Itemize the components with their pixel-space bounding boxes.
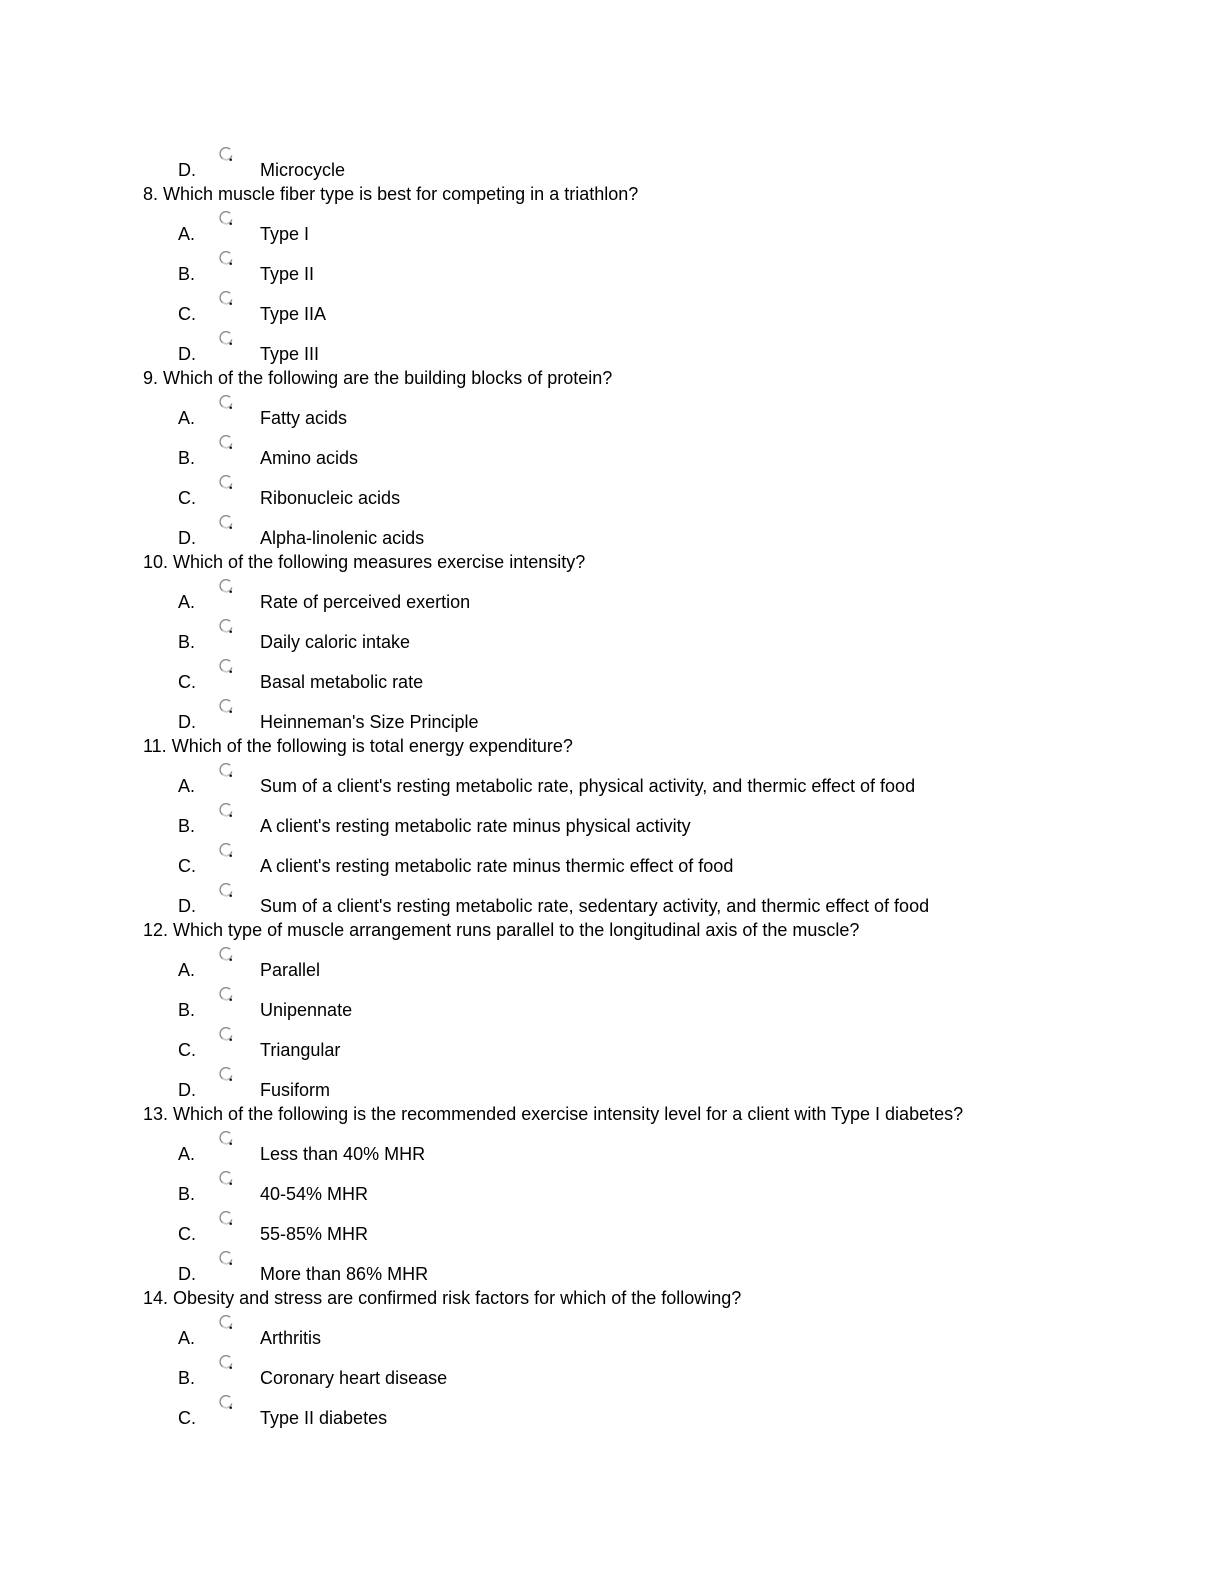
answer-option[interactable] xyxy=(0,1246,1224,1286)
option-letter: B. xyxy=(178,816,196,836)
radio-button-icon[interactable] xyxy=(218,658,234,674)
question-text xyxy=(0,366,1224,390)
option-letter: C. xyxy=(178,488,196,508)
option-letter: A. xyxy=(178,960,196,980)
quiz-document xyxy=(0,146,1224,1430)
radio-button-icon[interactable] xyxy=(218,474,234,490)
question-text xyxy=(0,734,1224,758)
option-text: Heinneman's Size Principle xyxy=(260,712,479,732)
answer-option[interactable] xyxy=(0,942,1224,982)
radio-button-icon[interactable] xyxy=(218,1066,234,1082)
answer-option[interactable] xyxy=(0,1126,1224,1166)
option-letter: D. xyxy=(178,896,196,916)
answer-option[interactable] xyxy=(0,1350,1224,1390)
option-text: Alpha-linolenic acids xyxy=(260,528,425,548)
question-text xyxy=(0,550,1224,574)
radio-button-icon[interactable] xyxy=(218,946,234,962)
option-text: Type I xyxy=(260,224,310,244)
option-text: Triangular xyxy=(260,1040,341,1060)
question-text xyxy=(0,918,1224,942)
radio-button-icon[interactable] xyxy=(218,882,234,898)
option-text: Type II diabetes xyxy=(260,1408,388,1428)
option-text: Microcycle xyxy=(260,160,346,180)
radio-button-icon[interactable] xyxy=(218,146,234,162)
option-letter: A. xyxy=(178,224,196,244)
radio-button-icon[interactable] xyxy=(218,250,234,266)
answer-option[interactable] xyxy=(0,146,1224,182)
answer-option[interactable] xyxy=(0,838,1224,878)
question-stem: Which of the following measures exercise intensity? xyxy=(173,552,586,572)
option-letter: B. xyxy=(178,1000,196,1020)
option-text: Type IIA xyxy=(260,304,327,324)
question-number: 8. xyxy=(143,184,159,204)
radio-button-icon[interactable] xyxy=(218,618,234,634)
question-stem: Obesity and stress are confirmed risk factors for which of the following? xyxy=(173,1288,742,1308)
answer-option[interactable] xyxy=(0,694,1224,734)
answer-option[interactable] xyxy=(0,654,1224,694)
option-letter: C. xyxy=(178,1408,196,1428)
option-text: 40-54% MHR xyxy=(260,1184,369,1204)
radio-button-icon[interactable] xyxy=(218,434,234,450)
option-text: Parallel xyxy=(260,960,321,980)
answer-option[interactable] xyxy=(0,206,1224,246)
option-text: Amino acids xyxy=(260,448,359,468)
question-number: 14. xyxy=(143,1288,169,1308)
option-letter: D. xyxy=(178,712,196,732)
radio-button-icon[interactable] xyxy=(218,514,234,530)
option-text: Type II xyxy=(260,264,315,284)
question-text xyxy=(0,182,1224,206)
answer-option[interactable] xyxy=(0,1166,1224,1206)
option-letter: C. xyxy=(178,304,196,324)
question-stem: Which of the following are the building blocks of protein? xyxy=(163,368,613,388)
option-letter: A. xyxy=(178,408,196,428)
option-letter: C. xyxy=(178,1040,196,1060)
answer-option[interactable] xyxy=(0,1022,1224,1062)
option-letter: D. xyxy=(178,528,196,548)
answer-option[interactable] xyxy=(0,286,1224,326)
answer-option[interactable] xyxy=(0,982,1224,1022)
radio-button-icon[interactable] xyxy=(218,802,234,818)
option-text: A client's resting metabolic rate minus physical activity xyxy=(260,816,691,836)
question-stem: Which muscle fiber type is best for competing in a triathlon? xyxy=(163,184,639,204)
answer-option[interactable] xyxy=(0,878,1224,918)
radio-button-icon[interactable] xyxy=(218,762,234,778)
radio-button-icon[interactable] xyxy=(218,394,234,410)
option-text: 55-85% MHR xyxy=(260,1224,369,1244)
option-text: Arthritis xyxy=(260,1328,322,1348)
question-list xyxy=(0,182,1224,1430)
question-number: 13. xyxy=(143,1104,169,1124)
option-text: A client's resting metabolic rate minus thermic effect of food xyxy=(260,856,734,876)
option-text: Sum of a client's resting metabolic rate, sedentary activity, and thermic effect of food xyxy=(260,896,930,916)
radio-button-icon[interactable] xyxy=(218,842,234,858)
radio-button-icon[interactable] xyxy=(218,1394,234,1410)
option-text: Type III xyxy=(260,344,320,364)
question-number: 9. xyxy=(143,368,159,388)
option-letter: C. xyxy=(178,1224,196,1244)
option-letter: C. xyxy=(178,856,196,876)
radio-button-icon[interactable] xyxy=(218,698,234,714)
option-letter: B. xyxy=(178,448,196,468)
radio-button-icon[interactable] xyxy=(218,1170,234,1186)
option-letter: B. xyxy=(178,1184,196,1204)
answer-option[interactable] xyxy=(0,1206,1224,1246)
answer-option[interactable] xyxy=(0,574,1224,614)
option-text: Coronary heart disease xyxy=(260,1368,448,1388)
option-letter: D. xyxy=(178,160,196,180)
answer-option[interactable] xyxy=(0,390,1224,430)
radio-button-icon[interactable] xyxy=(218,578,234,594)
option-text: Daily caloric intake xyxy=(260,632,411,652)
answer-option[interactable] xyxy=(0,1062,1224,1102)
question-stem: Which of the following is the recommended exercise intensity level for a client with Type I diabetes? xyxy=(173,1104,964,1124)
option-letter: D. xyxy=(178,1080,196,1100)
option-letter: B. xyxy=(178,1368,196,1388)
question-stem: Which type of muscle arrangement runs parallel to the longitudinal axis of the muscle? xyxy=(173,920,860,940)
option-letter: B. xyxy=(178,632,196,652)
radio-button-icon[interactable] xyxy=(218,1314,234,1330)
option-text: Less than 40% MHR xyxy=(260,1144,426,1164)
radio-button-icon[interactable] xyxy=(218,290,234,306)
option-letter: A. xyxy=(178,592,196,612)
answer-option[interactable] xyxy=(0,326,1224,366)
question-text xyxy=(0,1286,1224,1310)
question-number: 10. xyxy=(143,552,169,572)
question-text xyxy=(0,1102,1224,1126)
option-text: Fusiform xyxy=(260,1080,331,1100)
option-text: Unipennate xyxy=(260,1000,353,1020)
option-letter: B. xyxy=(178,264,196,284)
option-letter: A. xyxy=(178,1328,196,1348)
option-letter: C. xyxy=(178,672,196,692)
question-stem: Which of the following is total energy expenditure? xyxy=(171,736,573,756)
option-text: Rate of perceived exertion xyxy=(260,592,471,612)
answer-option[interactable] xyxy=(0,510,1224,550)
answer-option[interactable] xyxy=(0,758,1224,798)
radio-button-icon[interactable] xyxy=(218,1354,234,1370)
option-letter: A. xyxy=(178,776,196,796)
question-number: 12. xyxy=(143,920,169,940)
option-text: Ribonucleic acids xyxy=(260,488,401,508)
question-number: 11. xyxy=(143,736,167,756)
radio-button-icon[interactable] xyxy=(218,986,234,1002)
radio-button-icon[interactable] xyxy=(218,1210,234,1226)
answer-option[interactable] xyxy=(0,1390,1224,1430)
answer-option[interactable] xyxy=(0,614,1224,654)
radio-button-icon[interactable] xyxy=(218,210,234,226)
radio-button-icon[interactable] xyxy=(218,330,234,346)
answer-option[interactable] xyxy=(0,430,1224,470)
option-letter: A. xyxy=(178,1144,196,1164)
option-letter: D. xyxy=(178,1264,196,1284)
option-text: Basal metabolic rate xyxy=(260,672,424,692)
answer-option[interactable] xyxy=(0,798,1224,838)
radio-button-icon[interactable] xyxy=(218,1250,234,1266)
option-letter: D. xyxy=(178,344,196,364)
answer-option[interactable] xyxy=(0,1310,1224,1350)
option-text: More than 86% MHR xyxy=(260,1264,429,1284)
answer-option[interactable] xyxy=(0,246,1224,286)
option-text: Sum of a client's resting metabolic rate, physical activity, and thermic effect of food xyxy=(260,776,916,796)
radio-button-icon[interactable] xyxy=(218,1026,234,1042)
radio-button-icon[interactable] xyxy=(218,1130,234,1146)
option-text: Fatty acids xyxy=(260,408,348,428)
answer-option[interactable] xyxy=(0,470,1224,510)
